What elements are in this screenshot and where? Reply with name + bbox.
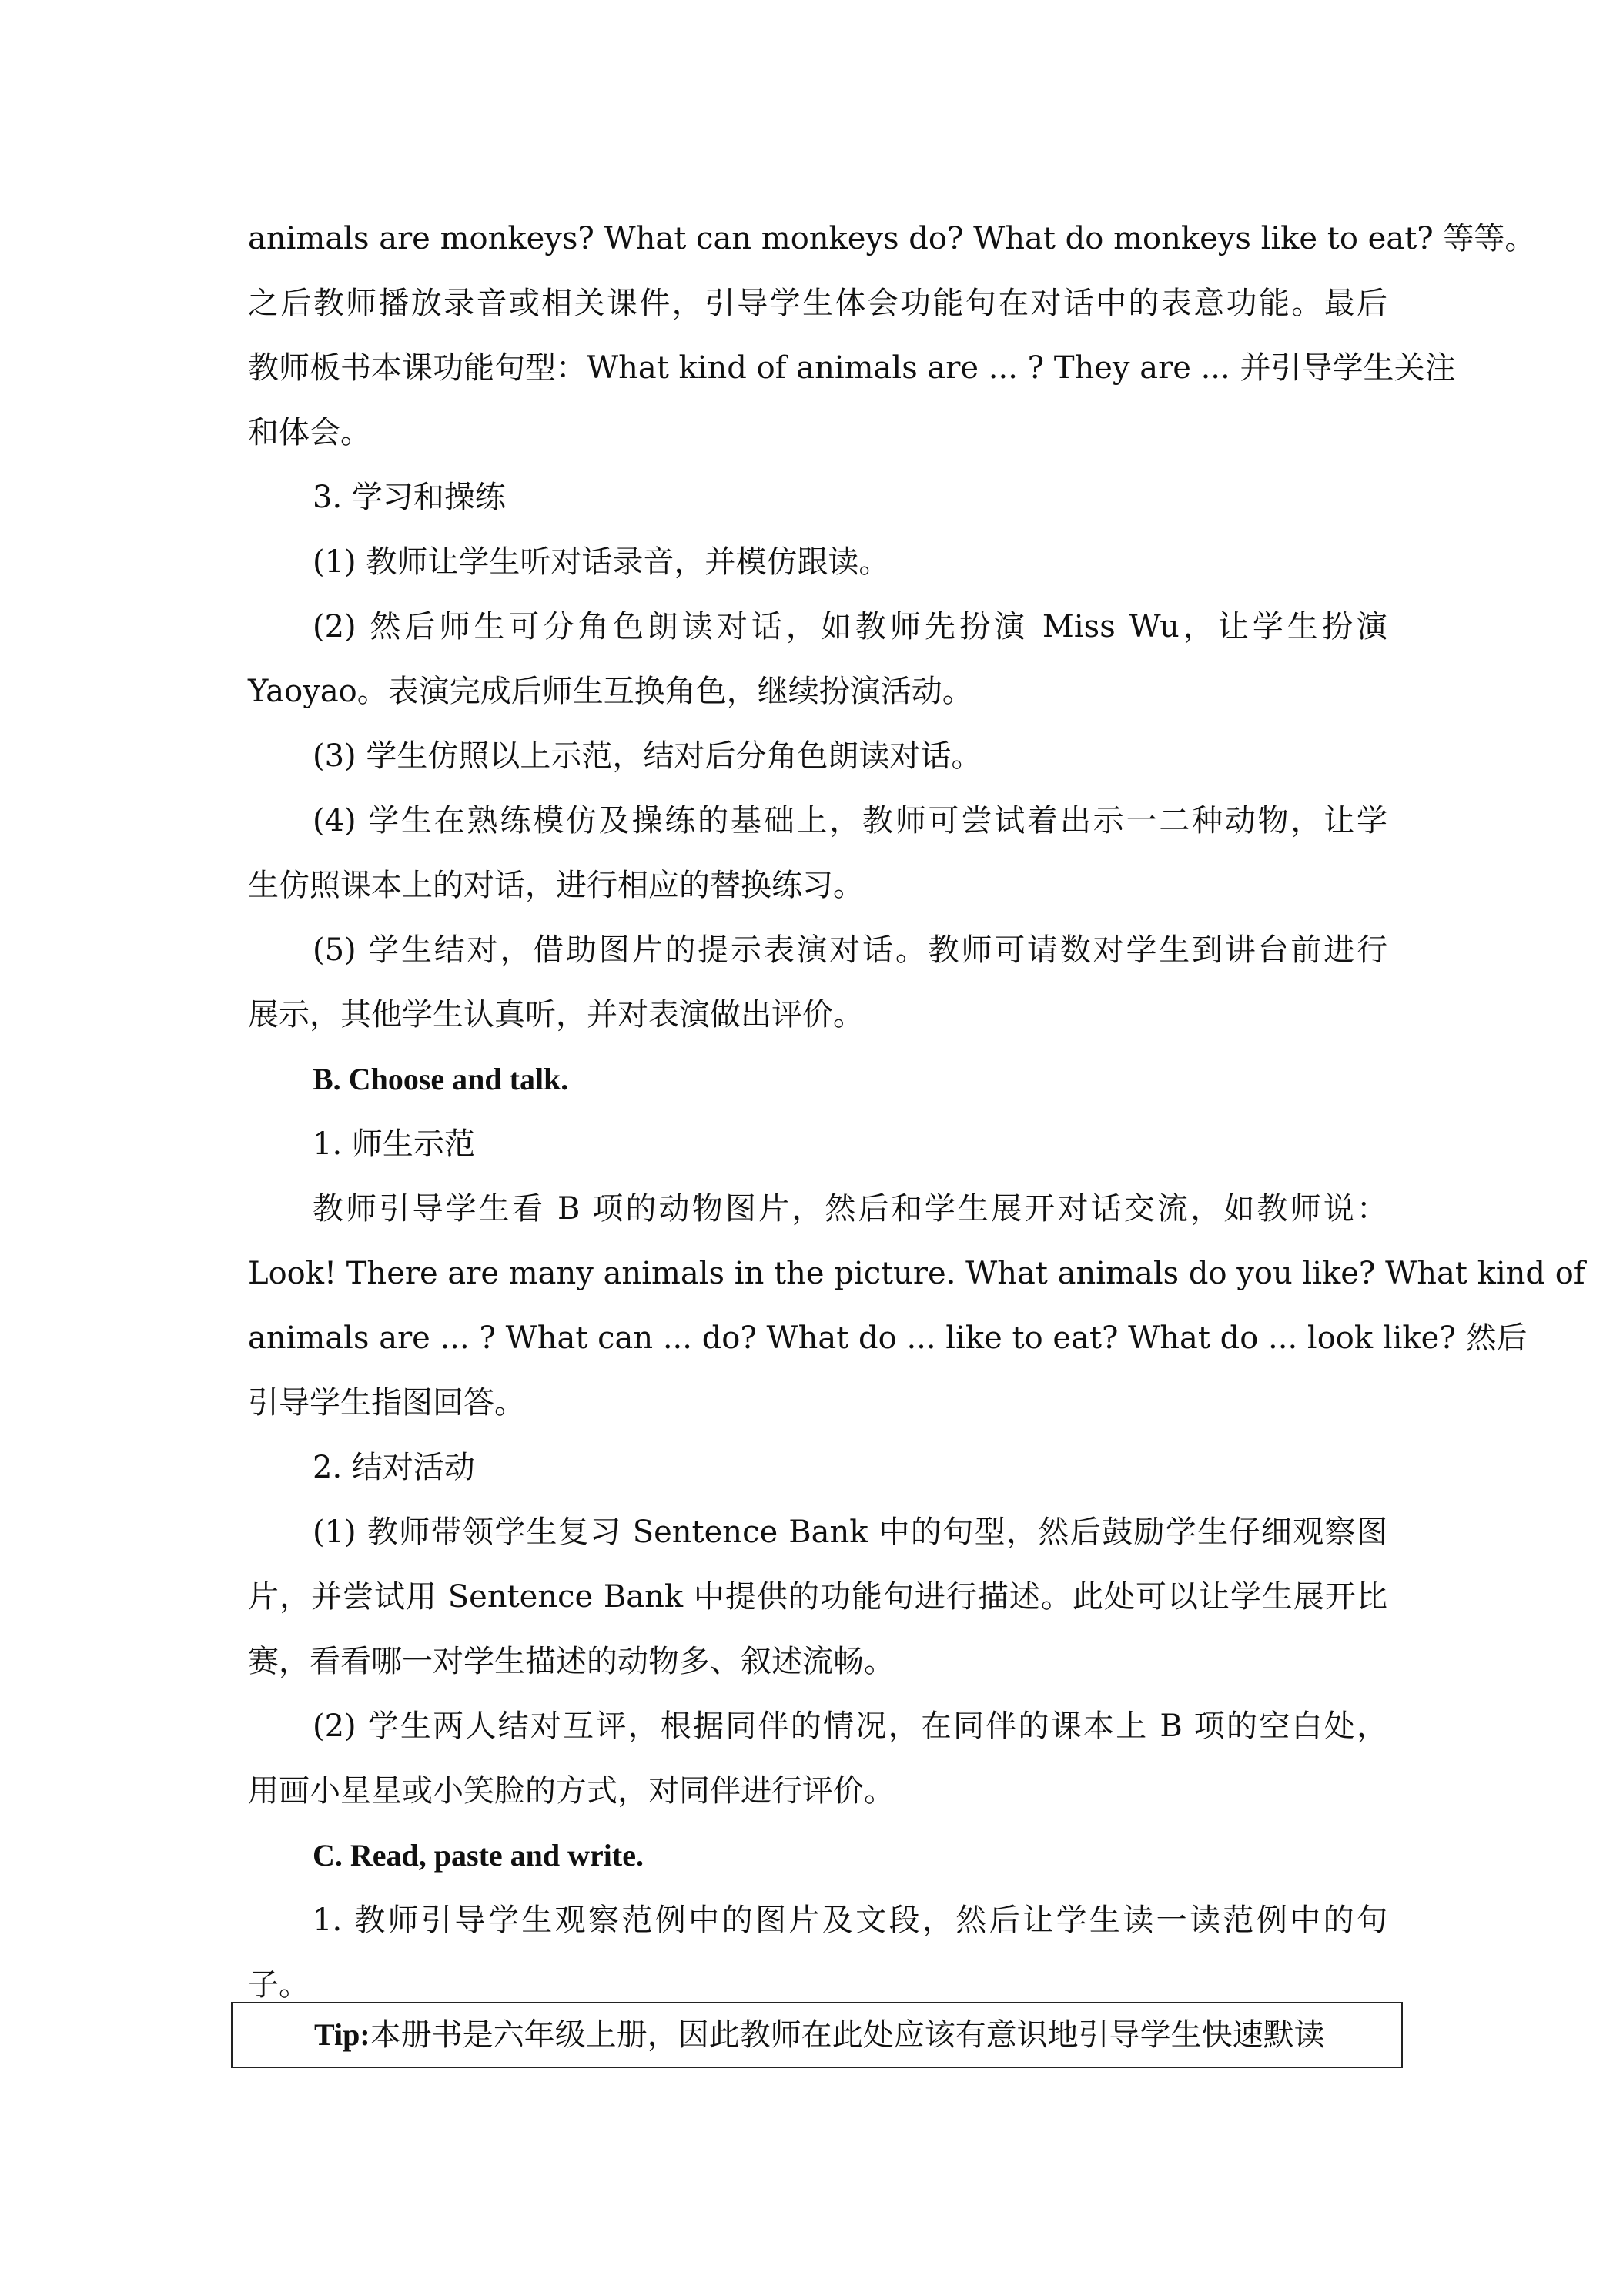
tip-label: Tip:: [314, 2017, 370, 2052]
text-line: 片，并尝试用 Sentence Bank 中提供的功能句进行描述。此处可以让学生展开比: [248, 1579, 1387, 1615]
text-line: 子。: [248, 1967, 310, 2003]
text-line: 1. 师生示范: [313, 1126, 475, 1162]
text-line: 教师板书本课功能句型：What kind of animals are ... ? They are ... 并引导学生关注: [248, 350, 1456, 386]
text-line: 教师引导学生看 B 项的动物图片，然后和学生展开对话交流，如教师说：: [313, 1191, 1387, 1227]
text-line: animals are ... ? What can ... do? What do ... like to eat? What do ... look like? 然后: [248, 1320, 1528, 1356]
text-line: Look! There are many animals in the picture. What animals do you like? What kind of: [248, 1256, 1585, 1291]
text-line: 2. 结对活动: [313, 1450, 475, 1485]
text-line: (3) 学生仿照以上示范，结对后分角色朗读对话。: [313, 738, 982, 774]
text-line: (2) 学生两人结对互评，根据同伴的情况，在同伴的课本上 B 项的空白处，: [313, 1709, 1387, 1744]
text-line: 1. 教师引导学生观察范例中的图片及文段，然后让学生读一读范例中的句: [313, 1903, 1387, 1938]
text-line: (5) 学生结对，借助图片的提示表演对话。教师可请数对学生到讲台前进行: [313, 932, 1387, 968]
text-line: (1) 教师让学生听对话录音，并模仿跟读。: [313, 544, 890, 580]
text-line: animals are monkeys? What can monkeys do? What do monkeys like to eat? 等等。: [248, 221, 1536, 256]
text-line: Yaoyao。表演完成后师生互换角色，继续扮演活动。: [248, 674, 973, 709]
text-line: 生仿照课本上的对话，进行相应的替换练习。: [248, 868, 864, 903]
text-line: 和体会。: [248, 415, 371, 450]
tip-box: [231, 2002, 1403, 2068]
text-line: 展示，其他学生认真听，并对表演做出评价。: [248, 997, 864, 1033]
section-heading: C. Read, paste and write.: [313, 1838, 644, 1873]
text-line: (2) 然后师生可分角色朗读对话，如教师先扮演 Miss Wu，让学生扮演: [313, 609, 1387, 644]
text-line: (4) 学生在熟练模仿及操练的基础上，教师可尝试着出示一二种动物，让学: [313, 803, 1387, 838]
text-line: 之后教师播放录音或相关课件，引导学生体会功能句在对话中的表意功能。最后: [248, 286, 1387, 321]
text-line: 用画小星星或小笑脸的方式，对同伴进行评价。: [248, 1773, 895, 1809]
text-line: 引导学生指图回答。: [248, 1385, 525, 1421]
section-heading: B. Choose and talk.: [313, 1062, 569, 1096]
document-body: [248, 206, 1585, 2017]
tip-text-line: [314, 2003, 1389, 2067]
tip-text: 本册书是六年级上册，因此教师在此处应该有意识地引导学生快速默读: [370, 2017, 1325, 2053]
text-line: (1) 教师带领学生复习 Sentence Bank 中的句型，然后鼓励学生仔细观察图: [313, 1514, 1387, 1550]
text-line: 3. 学习和操练: [313, 480, 506, 515]
text-line: 赛，看看哪一对学生描述的动物多、叙述流畅。: [248, 1644, 895, 1679]
